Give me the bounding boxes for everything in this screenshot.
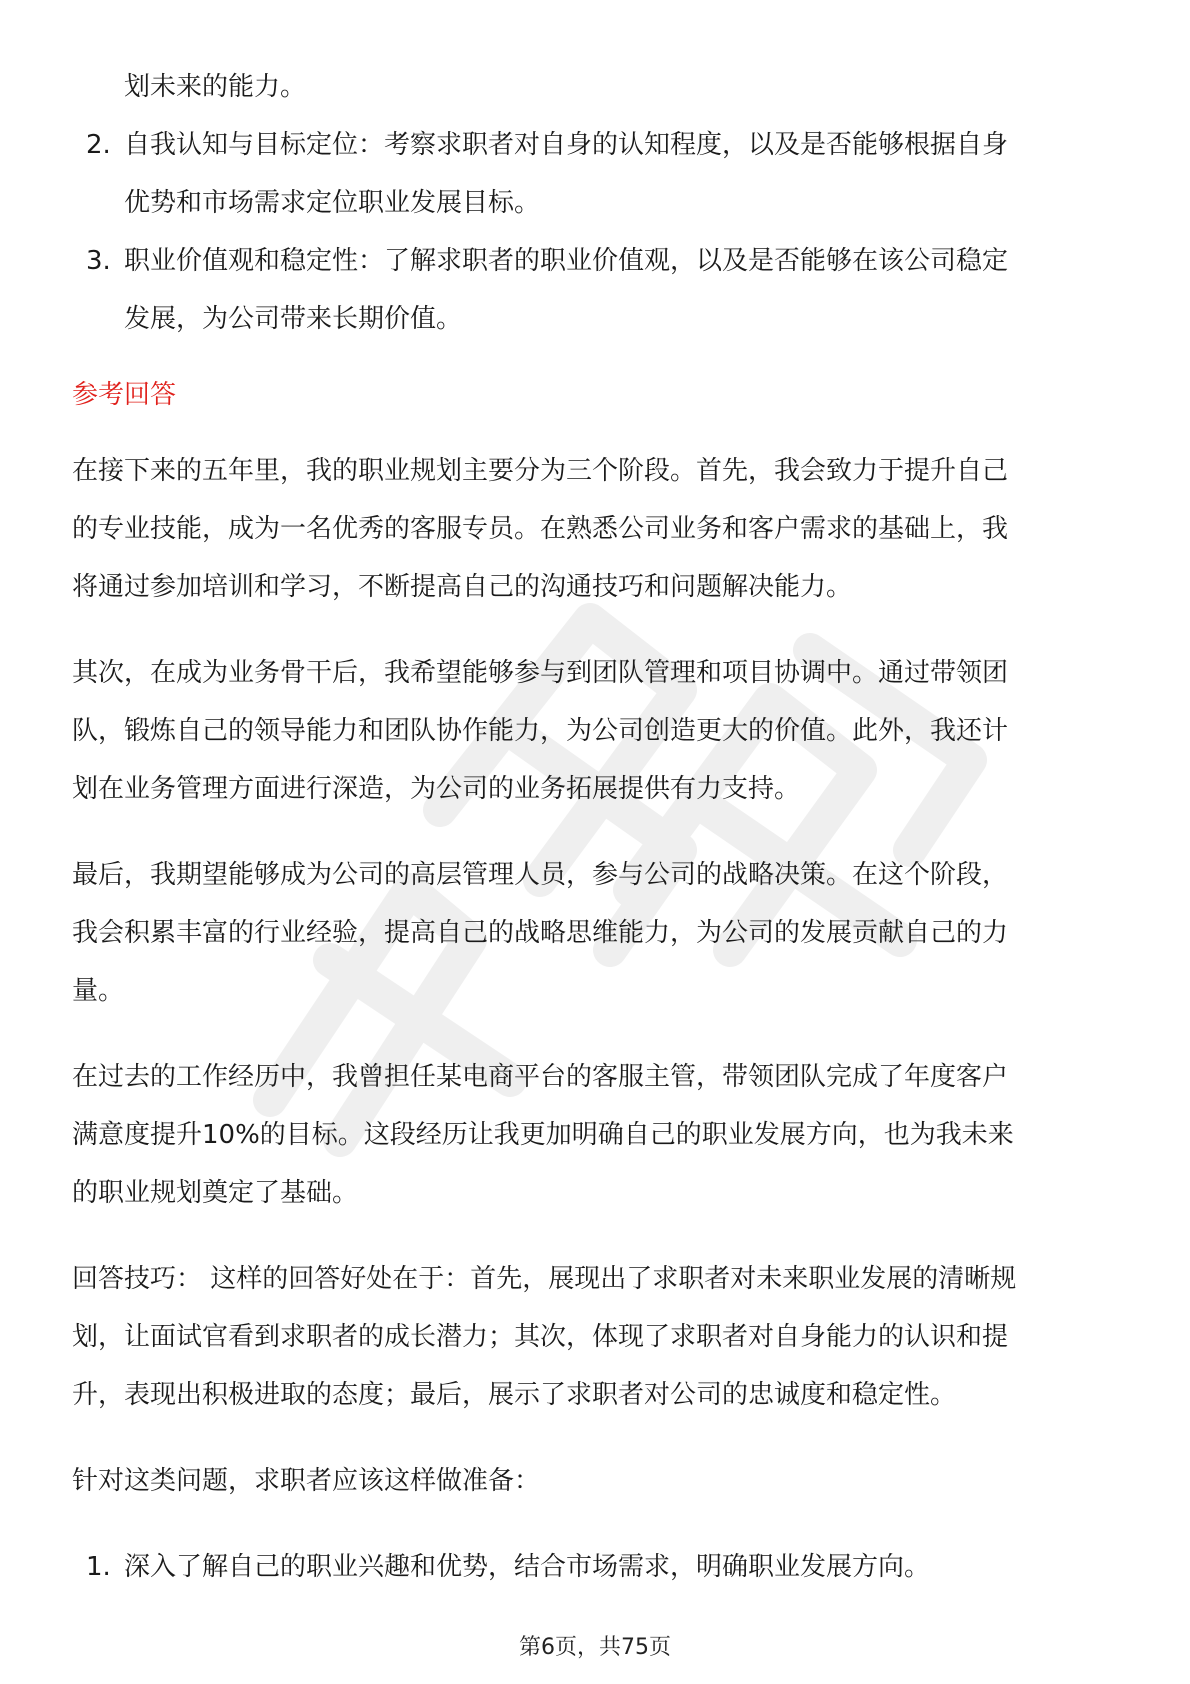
paragraph-line: 在接下来的五年里，我的职业规划主要分为三个阶段。首先，我会致力于提升自己 — [72, 456, 1009, 486]
list-item — [72, 116, 1122, 232]
list-number: 3. — [86, 246, 111, 276]
list-item — [72, 232, 1122, 348]
page-number-footer: 第6页，共75页 — [519, 1635, 671, 1660]
document-content — [72, 58, 1122, 1596]
list-item-line: 优势和市场需求定位职业发展目标。 — [124, 188, 541, 218]
paragraph-line: 的职业规划奠定了基础。 — [72, 1178, 359, 1208]
paragraph-line: 针对这类问题，求职者应该这样做准备： — [72, 1466, 541, 1496]
paragraph — [72, 442, 1122, 616]
section-heading-reference-answer: 参考回答 — [72, 380, 177, 410]
paragraph-line: 划，让面试官看到求职者的成长潜力；其次，体现了求职者对自身能力的认识和提 — [72, 1322, 1009, 1352]
paragraph-line: 的专业技能，成为一名优秀的客服专员。在熟悉公司业务和客户需求的基础上，我 — [72, 514, 1009, 544]
paragraph-line: 我会积累丰富的行业经验，提高自己的战略思维能力，为公司的发展贡献自己的力 — [72, 918, 1009, 948]
paragraph-line: 满意度提升10%的目标。这段经历让我更加明确自己的职业发展方向，也为我未来 — [72, 1120, 1014, 1150]
paragraph-line: 划在业务管理方面进行深造，为公司的业务拓展提供有力支持。 — [72, 774, 801, 804]
paragraph — [72, 644, 1122, 818]
list-item-line: 发展，为公司带来长期价值。 — [124, 304, 463, 334]
paragraph-line: 最后，我期望能够成为公司的高层管理人员，参与公司的战略决策。在这个阶段， — [72, 860, 1009, 890]
list-number: 1. — [86, 1552, 111, 1582]
paragraph-line: 升，表现出积极进取的态度；最后，展示了求职者对公司的忠诚度和稳定性。 — [72, 1380, 957, 1410]
paragraph-line: 其次，在成为业务骨干后，我希望能够参与到团队管理和项目协调中。通过带领团 — [72, 658, 1009, 688]
paragraph-line: 将通过参加培训和学习，不断提高自己的沟通技巧和问题解决能力。 — [72, 572, 853, 602]
paragraph-line: 回答技巧： 这样的回答好处在于：首先，展现出了求职者对未来职业发展的清晰规 — [72, 1264, 1017, 1294]
paragraph-line: 队，锻炼自己的领导能力和团队协作能力，为公司创造更大的价值。此外，我还计 — [72, 716, 1009, 746]
paragraph-line: 量。 — [72, 976, 125, 1006]
paragraph-answer-tips — [72, 1250, 1122, 1424]
list-item-line: 深入了解自己的职业兴趣和优势，结合市场需求，明确职业发展方向。 — [124, 1552, 931, 1582]
paragraph-preparation-intro — [72, 1452, 1122, 1510]
previous-item-continuation: 划未来的能力。 — [124, 72, 307, 102]
list-item — [72, 1538, 1122, 1596]
evaluation-criteria-list — [72, 116, 1122, 348]
list-item-line: 自我认知与目标定位：考察求职者对自身的认知程度，以及是否能够根据自身 — [124, 130, 1009, 160]
list-number: 2. — [86, 130, 111, 160]
list-item-line: 职业价值观和稳定性：了解求职者的职业价值观，以及是否能够在该公司稳定 — [124, 246, 1009, 276]
paragraph-line: 在过去的工作经历中，我曾担任某电商平台的客服主管，带领团队完成了年度客户 — [72, 1062, 1009, 1092]
paragraph — [72, 846, 1122, 1020]
preparation-list — [72, 1538, 1122, 1596]
paragraph — [72, 1048, 1122, 1222]
